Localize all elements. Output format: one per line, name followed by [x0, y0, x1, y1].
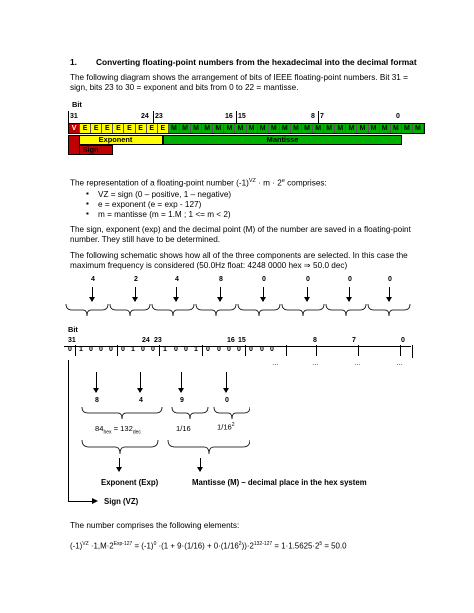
section-title: Converting floating-point numbers from the hexadecimal into the decimal format [96, 57, 417, 67]
group-arrow [96, 372, 97, 392]
ieee-bit-row [68, 123, 425, 134]
group-value: 4 [139, 397, 143, 404]
exponent-value: $84_{hex} = 132_{dec}$ [95, 424, 141, 436]
mantisse-bit-cell: M [369, 124, 380, 133]
bit-value: 0 [89, 346, 93, 353]
mantisse-bit-cell: M [169, 124, 180, 133]
hex-brace [326, 304, 366, 316]
mantisse-bit-cell: M [335, 124, 346, 133]
bit-value: 0 [141, 346, 145, 353]
bit-value: 1 [79, 346, 83, 353]
bit-value: 1 [194, 346, 198, 353]
bit-value: 0 [174, 346, 178, 353]
bit-separator [245, 345, 246, 356]
hex-arrow [389, 287, 390, 301]
component-brace [168, 440, 250, 454]
bit-separator [159, 345, 160, 356]
group-arrow [226, 372, 227, 392]
bit-value: 1 [131, 346, 135, 353]
bit-value: 0 [270, 346, 274, 353]
sign-arrow-head [92, 498, 98, 504]
pos2-8: 8 [313, 337, 317, 344]
bit-value: 0 [109, 346, 113, 353]
bit-value: 0 [99, 346, 103, 353]
pos-7: 7 [320, 113, 324, 120]
bit-tick [153, 111, 154, 123]
storage-paragraph: The sign, exponent (exp) and the decimal point (M) of the number are saved in a floating-point number. They still have to be determined. [70, 225, 411, 244]
components-list [86, 190, 231, 220]
hex-brace [66, 304, 108, 316]
frac-1: 1/16 [176, 424, 191, 433]
sign-band: Sign [68, 145, 113, 155]
exponent-bit-cell: E [102, 124, 113, 133]
ellipsis: … [396, 360, 403, 367]
exponent-bit-cell: E [147, 124, 158, 133]
sign-bit-cell: V [69, 124, 80, 133]
bit-value: 0 [121, 346, 125, 353]
bit-value: 0 [68, 346, 72, 353]
component-braces [80, 438, 250, 458]
bit-value: 0 [260, 346, 264, 353]
sign-line [68, 360, 69, 502]
mantisse-bit-cell: M [346, 124, 357, 133]
pos-8: 8 [311, 113, 315, 120]
group-brace [172, 407, 208, 419]
exponent-arrow [119, 458, 120, 471]
bit-value: 0 [184, 346, 188, 353]
mantisse-bit-cell: M [202, 124, 213, 133]
bit-label: Bit [72, 100, 82, 109]
list-item: ▪ e = exponent (e = exp - 127) [86, 200, 231, 210]
exponent-label: Exponent (Exp) [101, 478, 159, 487]
bit-separator [202, 345, 203, 356]
hex-digit: 0 [262, 276, 266, 283]
group-value: 9 [180, 397, 184, 404]
mantisse-bit-cell: M [402, 124, 413, 133]
hex-digit: 8 [219, 276, 223, 283]
pos-31: 31 [70, 113, 78, 120]
hex-arrow [349, 287, 350, 301]
bit-separator [412, 345, 413, 358]
exponent-bit-cell: E [136, 124, 147, 133]
hex-arrow [135, 287, 136, 301]
ellipsis: … [312, 360, 319, 367]
hex-brace [282, 304, 324, 316]
bit-value: 0 [217, 346, 221, 353]
bit-value: 1 [163, 346, 167, 353]
hex-arrow [307, 287, 308, 301]
bit-value: 0 [206, 346, 210, 353]
pos-16: 16 [225, 113, 233, 120]
bit-separator [400, 345, 401, 356]
sign-label: Sign (VZ) [104, 497, 139, 506]
hex-digit: 2 [134, 276, 138, 283]
hex-digit: 4 [175, 276, 179, 283]
pos-24: 24 [141, 113, 149, 120]
exponent-bit-cell: E [158, 124, 169, 133]
exponent-band: Exponent [68, 135, 163, 145]
formula: $(-1)^{VZ} \cdot 1,M\cdot 2^{Exp-127} = (-1)^0 \cdot(1 + 9\cdot(1/16) + 0\cdot(1/16^2))\cdot 2^{132-127} = 1\cdot 1.5625\cdot 2^5 = 50.0$ [70, 541, 347, 551]
hex-brace [368, 304, 410, 316]
hex-digit: 0 [306, 276, 310, 283]
mantisse-bit-cell: M [180, 124, 191, 133]
hex-arrow [263, 287, 264, 301]
intro-paragraph: The following diagram shows the arrangement of bits of IEEE floating-point numbers. Bit 31 = sign, bits 23 to 30 = exponent and bits from 0 to 22 = mantisse. [70, 73, 408, 92]
ellipsis: … [354, 360, 361, 367]
mantisse-arrow [200, 458, 201, 471]
group-value: 8 [95, 397, 99, 404]
bit-value: 0 [237, 346, 241, 353]
mantisse-bit-cell: M [357, 124, 368, 133]
pos2-23: 23 [154, 337, 162, 344]
hex-brace [196, 304, 236, 316]
hex-digit: 4 [91, 276, 95, 283]
mantisse-bit-cell: M [380, 124, 391, 133]
mantisse-bit-cell: M [258, 124, 269, 133]
hex-arrow [92, 287, 93, 301]
bit-value: 0 [227, 346, 231, 353]
pos-23: 23 [155, 113, 163, 120]
pos2-16: 16 [227, 337, 235, 344]
sign-column [68, 135, 80, 155]
mantisse-bit-cell: M [280, 124, 291, 133]
hex-arrow [220, 287, 221, 301]
exponent-bit-cell: E [91, 124, 102, 133]
mantisse-bit-cell: M [269, 124, 280, 133]
mantisse-bit-cell: M [413, 124, 424, 133]
bit-separator [75, 345, 76, 356]
bit-value: 0 [249, 346, 253, 353]
hex-brace [238, 304, 280, 316]
pos2-24: 24 [142, 337, 150, 344]
section-number: 1. [70, 57, 77, 67]
mantisse-label: Mantisse (M) – decimal place in the hex system [192, 478, 367, 487]
bit-value: 0 [151, 346, 155, 353]
mantisse-band: Mantisse [163, 135, 402, 145]
mantisse-bit-cell: M [302, 124, 313, 133]
hex-digit: 0 [348, 276, 352, 283]
comprises-text: The number comprises the following elements: [70, 521, 240, 530]
mantisse-bit-cell: M [213, 124, 224, 133]
group-value: 0 [225, 397, 229, 404]
hex-brace [110, 304, 150, 316]
mantisse-bit-cell: M [235, 124, 246, 133]
frac-2: $1/16^2$ [217, 422, 235, 432]
bit-separator [117, 345, 118, 356]
hex-arrow [176, 287, 177, 301]
mantisse-bit-cell: M [313, 124, 324, 133]
hex-brace [152, 304, 194, 316]
pos-0: 0 [396, 113, 400, 120]
mantisse-bit-cell: M [191, 124, 202, 133]
group-arrow [140, 372, 141, 392]
pos2-15: 15 [238, 337, 246, 344]
schematic-paragraph: The following schematic shows how all of the three components are selected. In this case the maximum frequency is considered (50.0Hz float: 4248 0000 hex ⇒ 50.0 dec) [70, 251, 408, 270]
bit-tick [318, 111, 319, 123]
group-braces [80, 405, 250, 423]
exponent-bit-cell: E [124, 124, 135, 133]
mantisse-bit-cell: M [291, 124, 302, 133]
group-arrow [181, 372, 182, 392]
bit-separator [316, 345, 317, 356]
bit-tick [68, 111, 69, 123]
pos2-0: 0 [401, 337, 405, 344]
mantisse-bit-cell: M [224, 124, 235, 133]
bit-label-2: Bit [68, 325, 78, 334]
list-item: ▪ m = mantisse (m = 1.M ; 1 <= m < 2) [86, 210, 231, 220]
binary-bit-row [66, 346, 409, 367]
exponent-bit-cell: E [113, 124, 124, 133]
representation-text: The representation of a floating-point number $(-1)^{VZ} \cdot m \cdot 2^e$ comprises: [70, 178, 327, 188]
mantisse-bit-cell: M [247, 124, 258, 133]
ellipsis: … [272, 360, 279, 367]
mantisse-bit-cell: M [324, 124, 335, 133]
bit-separator [286, 345, 287, 356]
hex-braces [62, 302, 414, 326]
bit-tick [236, 111, 237, 123]
exponent-bit-cell: E [80, 124, 91, 133]
group-brace [214, 407, 250, 419]
pos2-31: 31 [68, 337, 76, 344]
list-item: ▪ VZ = sign (0 – positive, 1 – negative) [86, 190, 231, 200]
bit-separator [358, 345, 359, 356]
hex-digit: 0 [388, 276, 392, 283]
mantisse-bit-cell: M [391, 124, 402, 133]
pos-15: 15 [238, 113, 246, 120]
group-brace [82, 407, 162, 419]
sign-arrow-line [68, 501, 93, 502]
pos2-7: 7 [352, 337, 356, 344]
component-brace [82, 440, 158, 454]
